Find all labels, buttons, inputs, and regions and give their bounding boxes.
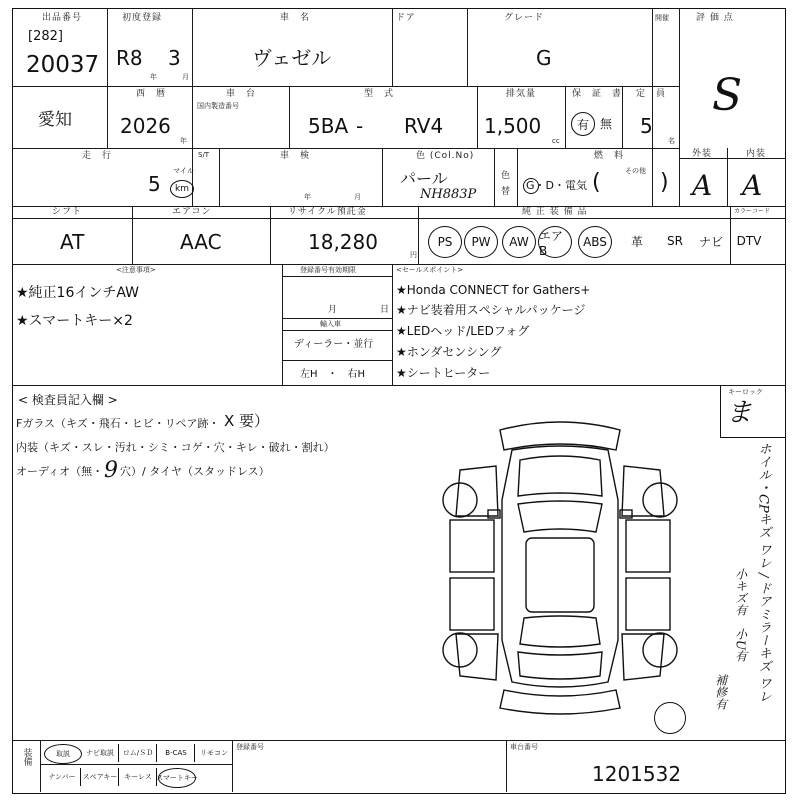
vin-label: 車 台: [226, 89, 257, 99]
plate-expiry-label: 登録番号有効期限: [300, 266, 356, 274]
recycle-label: リサイクル預託金: [288, 207, 367, 217]
wheel-rl: [443, 633, 477, 667]
grade-label: グレード: [504, 13, 545, 23]
equipment-item: ABS: [578, 226, 612, 258]
month-unit: 月: [182, 73, 189, 81]
chassis-number: 1201532: [592, 762, 682, 786]
fuel-paren-close: ): [660, 170, 669, 195]
cc-unit: cc: [552, 137, 560, 145]
audio-line-a: オーディオ（無・: [16, 465, 104, 478]
ac-value: AAC: [180, 230, 222, 254]
rule: [679, 8, 680, 206]
shaken-label: 車 検: [280, 151, 311, 161]
rule: [727, 148, 728, 206]
option-item: ロム/ＳＤ: [120, 744, 157, 762]
exterior-label: 外装: [692, 149, 713, 159]
year-unit: 年: [150, 73, 157, 81]
rule: [418, 206, 419, 264]
option-item: B-CAS: [158, 744, 195, 762]
door-label: ドア: [396, 13, 416, 23]
type-dash: -: [356, 114, 364, 138]
rule: [132, 206, 133, 264]
remark-2: 小キズ有 小U有: [733, 568, 748, 663]
door-rr: [626, 578, 670, 630]
rule: [392, 264, 393, 385]
lot-number: 20037: [26, 52, 100, 78]
recycle-unit: 円: [410, 251, 417, 259]
quarter-rl: [456, 634, 498, 680]
rule: [270, 206, 271, 264]
rule: [282, 360, 392, 361]
plate-day: 日: [380, 305, 390, 315]
lot-prefix: [282]: [28, 29, 63, 44]
keylock-label: キーロック: [728, 388, 763, 396]
grade-value: G: [536, 46, 552, 70]
equipment-item: PS: [428, 226, 462, 258]
door-fl: [450, 520, 494, 572]
rule: [289, 86, 290, 148]
interior-line: 内装（キズ・スレ・汚れ・シミ・コゲ・穴・キレ・破れ・割れ）: [16, 441, 335, 454]
spare-tire-circle: [654, 702, 686, 734]
plate-number-label: 登録番号: [236, 743, 264, 751]
model-name: ヴェゼル: [252, 46, 332, 70]
lot-label: 出品番号: [42, 13, 83, 23]
km-circle: [170, 180, 194, 198]
equipment-item: 革: [630, 234, 643, 249]
keylock-mark: ま: [726, 398, 753, 428]
rule: [192, 86, 193, 148]
door-fr: [626, 520, 670, 572]
rule: [282, 264, 283, 385]
fender-fl: [456, 466, 498, 516]
rule: [494, 148, 495, 206]
st-label: S/T: [198, 151, 210, 159]
option-item: 取説: [44, 744, 82, 764]
glass-line: Fガラス（キズ・飛石・ヒビ・リペア跡・: [16, 417, 220, 430]
ac-label: エアコン: [172, 207, 212, 217]
hood: [518, 456, 602, 496]
fuel-paren-open: (: [592, 170, 601, 195]
color-value: パール: [400, 169, 448, 188]
rule: [12, 385, 786, 386]
door-rl: [450, 578, 494, 630]
color-label: 色 (Col.No): [416, 151, 475, 161]
rule: [565, 86, 566, 148]
remark-3: 補修有: [713, 674, 728, 710]
type-label: 型 式: [364, 89, 395, 99]
rule: [40, 740, 41, 792]
mileage-label: 走 行: [82, 151, 113, 161]
inspection-title: < 検査員記入欄 >: [18, 393, 118, 407]
exterior-grade: A: [692, 169, 713, 202]
model-year-unit: 年: [180, 137, 187, 145]
rear-window: [520, 616, 600, 647]
sales-item: ★ナビ装着用スペシャルパッケージ: [396, 303, 586, 317]
rule: [12, 86, 679, 87]
equipment-item: PW: [464, 226, 498, 258]
rule: [652, 8, 653, 206]
seats-value: 5: [640, 114, 653, 138]
shaken-month-unit: 月: [354, 193, 361, 201]
rule: [282, 276, 392, 277]
quarter-rr: [622, 634, 664, 680]
score-value: S: [712, 70, 743, 121]
model-year: 2026: [120, 114, 171, 138]
glass-mark: X 要）: [224, 412, 270, 430]
option-label: 装備: [21, 748, 32, 766]
equipment-item: AW: [502, 226, 536, 258]
fender-fr: [622, 466, 664, 516]
fuel-label: 燃 料: [594, 151, 625, 161]
rule: [40, 764, 232, 765]
sales-item: ★ホンダセンシング: [396, 345, 502, 359]
interior-grade: A: [742, 169, 763, 202]
color-code-label: カラーコード: [734, 208, 771, 215]
wheel-fl: [443, 483, 477, 517]
sales-item: ★LEDヘッド/LEDフォグ: [396, 324, 530, 338]
windshield: [518, 501, 602, 532]
rule: [622, 86, 623, 148]
rear-bumper: [500, 690, 620, 714]
option-item: スペアキー: [82, 768, 119, 786]
rule: [12, 264, 786, 265]
vin-sub: 国内製造番号: [197, 102, 239, 110]
wheel-rr: [643, 633, 677, 667]
equipment-item: SR: [667, 234, 683, 248]
equipment-item: エアB: [538, 226, 572, 258]
rule: [12, 218, 786, 219]
option-item: ナンバー: [44, 768, 81, 786]
first-reg-month: 3: [168, 46, 181, 70]
open-label: 開催: [655, 14, 669, 22]
rule: [730, 206, 731, 264]
option-item: キーレス: [120, 768, 157, 786]
insurance-no: 無: [600, 117, 613, 131]
cc-label: 排気量: [506, 89, 537, 99]
color-code: NH883P: [420, 187, 477, 202]
interior-label: 内装: [746, 149, 767, 159]
rule: [192, 148, 193, 206]
roof: [526, 538, 594, 612]
rule: [282, 318, 392, 319]
rule: [517, 148, 518, 206]
type-prefix: 5BA: [308, 114, 349, 138]
option-item: リモコン: [196, 744, 233, 762]
type-code: RV4: [404, 114, 444, 138]
rule: [506, 740, 507, 792]
sales-item: ★Honda CONNECT for Gathers+: [396, 283, 591, 297]
option-item: スマートキー: [158, 768, 196, 788]
rule: [467, 8, 468, 86]
recycle-value: 18,280: [308, 230, 378, 254]
score-label: 評 価 点: [696, 13, 734, 23]
rule: [477, 86, 478, 148]
mileage-value: 5: [148, 172, 161, 196]
audio-line-b: 穴）/ タイヤ（スタッドレス）: [120, 465, 270, 478]
seats-unit: 名: [668, 137, 675, 145]
insurance-yes: 有: [576, 117, 589, 132]
year-label: 西 暦: [136, 89, 167, 99]
first-reg-label: 初度登録: [122, 13, 163, 23]
car-diagram: [430, 420, 690, 720]
remark-1: ホイル・CPキズ ワレ / ドアミラーキズ ワレ: [755, 442, 771, 703]
color-change-1: 色: [501, 171, 511, 181]
note-item: ★純正16インチAW: [16, 285, 140, 301]
shaken-year-unit: 年: [304, 193, 311, 201]
dealer-parallel: ディーラー・並行: [294, 339, 374, 350]
region: 愛知: [38, 110, 72, 130]
seats-label: 定 員: [636, 89, 667, 99]
first-reg-era: R8: [116, 46, 143, 70]
shift-value: AT: [60, 230, 85, 254]
rule: [12, 148, 679, 149]
sales-item: ★シートヒーター: [396, 366, 491, 380]
equipment-item: DTV: [736, 234, 762, 248]
mile-unit: マイル: [173, 167, 194, 175]
fuel-options: G・D・電気: [526, 179, 587, 192]
km-unit: km: [175, 184, 189, 194]
import-label: 輸入車: [320, 320, 341, 328]
fuel-other: その他: [625, 167, 646, 175]
chassis-label: 車台番号: [510, 743, 538, 751]
equipment-item: ナビ: [698, 234, 723, 249]
notes-label: <注意事項>: [116, 266, 156, 274]
option-item: ナビ取説: [82, 744, 119, 762]
rule: [219, 148, 220, 206]
wheel-fr: [643, 483, 677, 517]
rule: [12, 206, 786, 207]
rule: [382, 148, 383, 206]
audio-hand-mark: 9: [104, 458, 118, 483]
sales-label: <セールスポイント>: [396, 266, 464, 274]
shift-label: シフト: [52, 207, 83, 217]
equipment-label: 純 正 装 備 品: [522, 207, 588, 217]
plate-month: 月: [328, 305, 338, 315]
color-change-2: 替: [501, 187, 511, 197]
rule: [12, 740, 786, 741]
rule: [107, 8, 108, 148]
rule: [192, 8, 193, 86]
note-item: ★スマートキー×2: [16, 313, 133, 329]
rule: [282, 330, 392, 331]
rule: [392, 8, 393, 86]
model-label: 車 名: [280, 13, 311, 23]
trunk: [518, 652, 602, 679]
insurance-yes-circle: [571, 112, 595, 136]
insurance-label: 保 証 書: [572, 89, 623, 99]
cc-value: 1,500: [484, 114, 542, 138]
auction-sheet: [12, 8, 788, 798]
steering-side: 左H ・ 右H: [300, 369, 366, 380]
